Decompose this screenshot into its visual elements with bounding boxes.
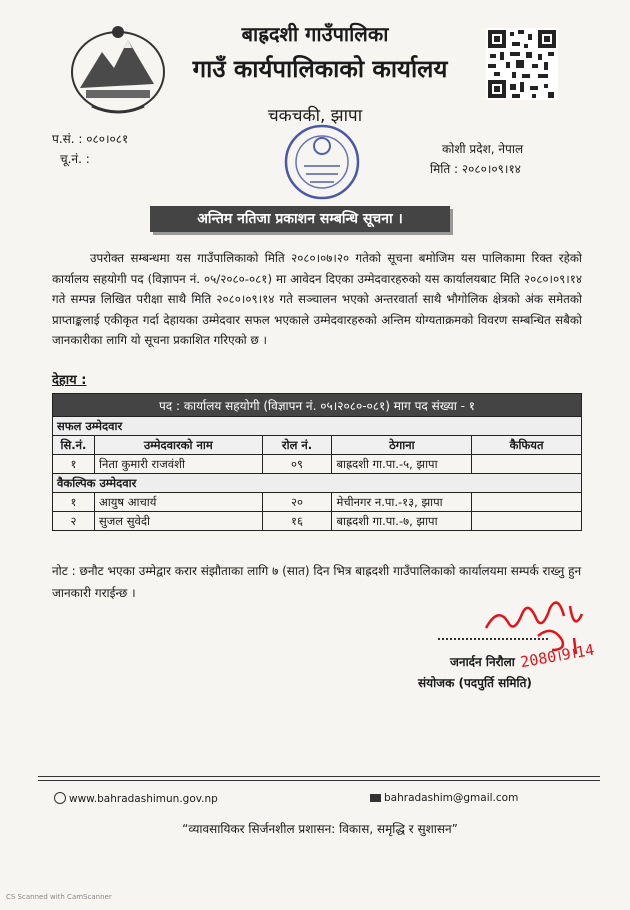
dispatch-number: चू.नं. : xyxy=(60,152,90,166)
roll-cell: ०९ xyxy=(262,455,332,474)
address-cell: बाह्रदशी गा.पा.-७, झापा xyxy=(332,512,472,531)
signatory-role: संयोजक (पदपुर्ति समिति) xyxy=(418,676,532,690)
name-cell: निता कुमारी राजवंशी xyxy=(94,455,262,474)
scanner-watermark: CS Scanned with CamScanner xyxy=(6,893,112,901)
roll-cell: २० xyxy=(262,493,332,512)
address-cell: मेचीनगर न.पा.-१३, झापा xyxy=(332,493,472,512)
globe-icon xyxy=(54,792,66,804)
signatory-name: जनार्दन निरौला xyxy=(450,655,515,669)
column-header: सि.नं. xyxy=(53,436,95,455)
roll-cell: १६ xyxy=(262,512,332,531)
table-header-row xyxy=(53,436,582,455)
column-header: कैफियत xyxy=(472,436,582,455)
website-link[interactable] xyxy=(54,792,218,805)
footer-divider xyxy=(38,780,600,781)
email-text: bahradashim@gmail.com xyxy=(384,792,519,804)
email-link[interactable] xyxy=(370,792,518,804)
column-header: उम्मेदवारको नाम xyxy=(94,436,262,455)
issue-date: मिति : २०८०।०९।१४ xyxy=(430,162,521,176)
remarks-cell xyxy=(472,455,582,474)
signature-date: 2080।9।14 xyxy=(519,640,596,672)
dehaya-label: देहाय : xyxy=(52,373,87,388)
remarks-cell xyxy=(472,512,582,531)
letter-number: प.सं. : ०८०।०८१ xyxy=(52,132,129,146)
name-cell: सुजल सुवेदी xyxy=(94,512,262,531)
notice-body xyxy=(52,248,582,351)
footer-divider xyxy=(38,776,600,777)
office-stamp-icon xyxy=(282,122,362,202)
notice-title: अन्तिम नतिजा प्रकाशन सम्बन्धि सूचना । xyxy=(150,206,450,232)
office-name-line2: गाउँ कार्यपालिकाको कार्यालय xyxy=(192,55,448,83)
province: कोशी प्रदेश, नेपाल xyxy=(442,142,524,156)
serial-cell: १ xyxy=(53,493,95,512)
qr-code-icon xyxy=(486,28,558,100)
column-header: ठेगाना xyxy=(332,436,472,455)
note-text: नोट : छनौट भएका उम्मेद्वार करार संझौताका लागि ७ (सात) दिन भित्र बाह्रदशी गाउँपालिकाको कार्यालयमा सम्पर्क राख्नु हुन जानकारी गराईन्छ । xyxy=(52,564,582,600)
table-row xyxy=(53,455,582,474)
office-address: चकचकी, झापा xyxy=(267,106,363,126)
notice-paragraph: उपरोक्त सम्बन्धमा यस गाउँपालिकाको मिति २०८०।०७।२० गतेको सूचना बमोजिम यस पालिकामा रिक्त रहेको कार्यालय सहयोगी पद (विज्ञापन नं. ०५/२०८०-०८१) मा आवेदन दिएका उम्मेदवारहरुको यस कार्यालयबाट मिति २०८०।०९।१४ गते सम्पन्न लिखित परीक्षा साथै मिति २०८०।०९।१४ गते सञ्चालन भएको अन्तरवार्ता साथै भौगोलिक क्षेत्रको अंक समेतको प्राप्ताङ्कलाई एकीकृत गर्दा देहायका उम्मेदवार सफल भएकाले उम्मेदवारहरुको अन्तिम योग्यताक्रमको विवरण सम्बन्धित सबैको जानकारीका लागि यो सूचना प्रकाशित गरिएको छ । xyxy=(52,251,582,347)
successful-section-label: सफल उम्मेदवार xyxy=(53,417,582,436)
remarks-cell xyxy=(472,493,582,512)
column-header: रोल नं. xyxy=(262,436,332,455)
signature-line xyxy=(438,638,548,640)
result-table xyxy=(52,393,582,531)
serial-cell: २ xyxy=(53,512,95,531)
alternate-section-label: वैकल्पिक उम्मेदवार xyxy=(53,474,582,493)
table-title: पद : कार्यालय सहयोगी (विज्ञापन नं. ०५।२०८०-०८१) माग पद संख्या - १ xyxy=(53,394,582,417)
envelope-icon xyxy=(370,794,381,802)
website-text: www.bahradashimun.gov.np xyxy=(69,793,218,805)
nepal-emblem-icon xyxy=(62,18,174,118)
name-cell: आयुष आचार्य xyxy=(94,493,262,512)
footer-slogan: “व्यावसायिकर सिर्जनशील प्रशासन: विकास, समृद्धि र सुशासन” xyxy=(182,822,458,836)
address-cell: बाह्रदशी गा.पा.-५, झापा xyxy=(332,455,472,474)
serial-cell: १ xyxy=(53,455,95,474)
office-name-line1: बाह्रदशी गाउँपालिका xyxy=(241,22,389,46)
table-row xyxy=(53,512,582,531)
table-row xyxy=(53,493,582,512)
